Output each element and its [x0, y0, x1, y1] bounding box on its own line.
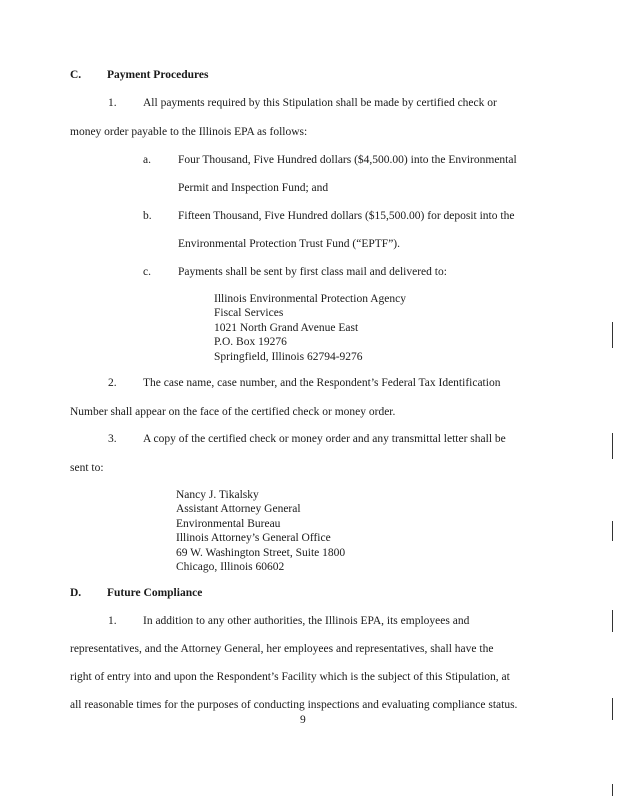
- d1-line-4: all reasonable times for the purposes of conducting inspections and evaluating compliance status.: [70, 699, 518, 711]
- c3-number: 3.: [108, 433, 117, 445]
- section-c-letter: C.: [70, 69, 82, 81]
- section-d-letter: D.: [70, 587, 82, 599]
- section-c-heading: Payment Procedures: [107, 69, 209, 81]
- address-line: Fiscal Services: [214, 307, 284, 320]
- address-line: Environmental Bureau: [176, 517, 281, 530]
- d1-line-2: representatives, and the Attorney General, her employees and representatives, shall have the: [70, 643, 494, 655]
- item-a-line-2: Permit and Inspection Fund; and: [178, 182, 329, 194]
- c1-line-2: money order payable to the Illinois EPA as follows:: [70, 126, 308, 138]
- address-line: Nancy J. Tikalsky: [176, 489, 259, 501]
- address-line: 1021 North Grand Avenue East: [214, 321, 359, 334]
- margin-mark: [612, 698, 613, 720]
- address-line: Chicago, Illinois 60602: [176, 561, 285, 574]
- address-line: 69 W. Washington Street, Suite 1800: [176, 546, 346, 559]
- c2-number: 2.: [108, 377, 117, 389]
- address-line: P.O. Box 19276: [214, 336, 287, 349]
- item-b-line-2: Environmental Protection Trust Fund (“EPTF”).: [178, 238, 401, 250]
- item-c-marker: c.: [143, 266, 151, 278]
- c1-number: 1.: [108, 97, 117, 109]
- item-b-line-1: Fifteen Thousand, Five Hundred dollars ($15,500.00) for deposit into the: [178, 210, 515, 222]
- item-a-marker: a.: [143, 154, 151, 166]
- c3-line-2: sent to:: [70, 462, 104, 474]
- item-a-line-1: Four Thousand, Five Hundred dollars ($4,500.00) into the Environmental: [178, 154, 517, 166]
- c2-line-2: Number shall appear on the face of the certified check or money order.: [70, 406, 396, 418]
- address-line: Illinois Attorney’s General Office: [176, 532, 331, 545]
- margin-mark: [612, 610, 613, 632]
- margin-mark: [612, 433, 613, 459]
- address-line: Springfield, Illinois 62794-9276: [214, 350, 363, 363]
- margin-mark: [612, 322, 613, 348]
- margin-mark: [612, 784, 613, 796]
- c2-line-1: The case name, case number, and the Respondent’s Federal Tax Identification: [143, 377, 501, 389]
- item-b-marker: b.: [143, 210, 152, 222]
- d1-number: 1.: [108, 615, 117, 627]
- epa-address-block: [214, 292, 406, 364]
- d1-line-1: In addition to any other authorities, the Illinois EPA, its employees and: [143, 615, 470, 627]
- address-line: Assistant Attorney General: [176, 503, 301, 516]
- page-number: 9: [300, 714, 306, 726]
- c3-line-1: A copy of the certified check or money order and any transmittal letter shall be: [143, 433, 506, 445]
- address-line: Illinois Environmental Protection Agency: [214, 293, 406, 305]
- c1-line-1: All payments required by this Stipulation shall be made by certified check or: [143, 97, 497, 109]
- section-d-heading: Future Compliance: [107, 587, 203, 599]
- margin-mark: [612, 521, 613, 541]
- d1-line-3: right of entry into and upon the Respondent’s Facility which is the subject of this Stipulation, at: [70, 671, 510, 683]
- ag-address-block: [176, 488, 345, 574]
- item-c-line-1: Payments shall be sent by first class mail and delivered to:: [178, 266, 447, 278]
